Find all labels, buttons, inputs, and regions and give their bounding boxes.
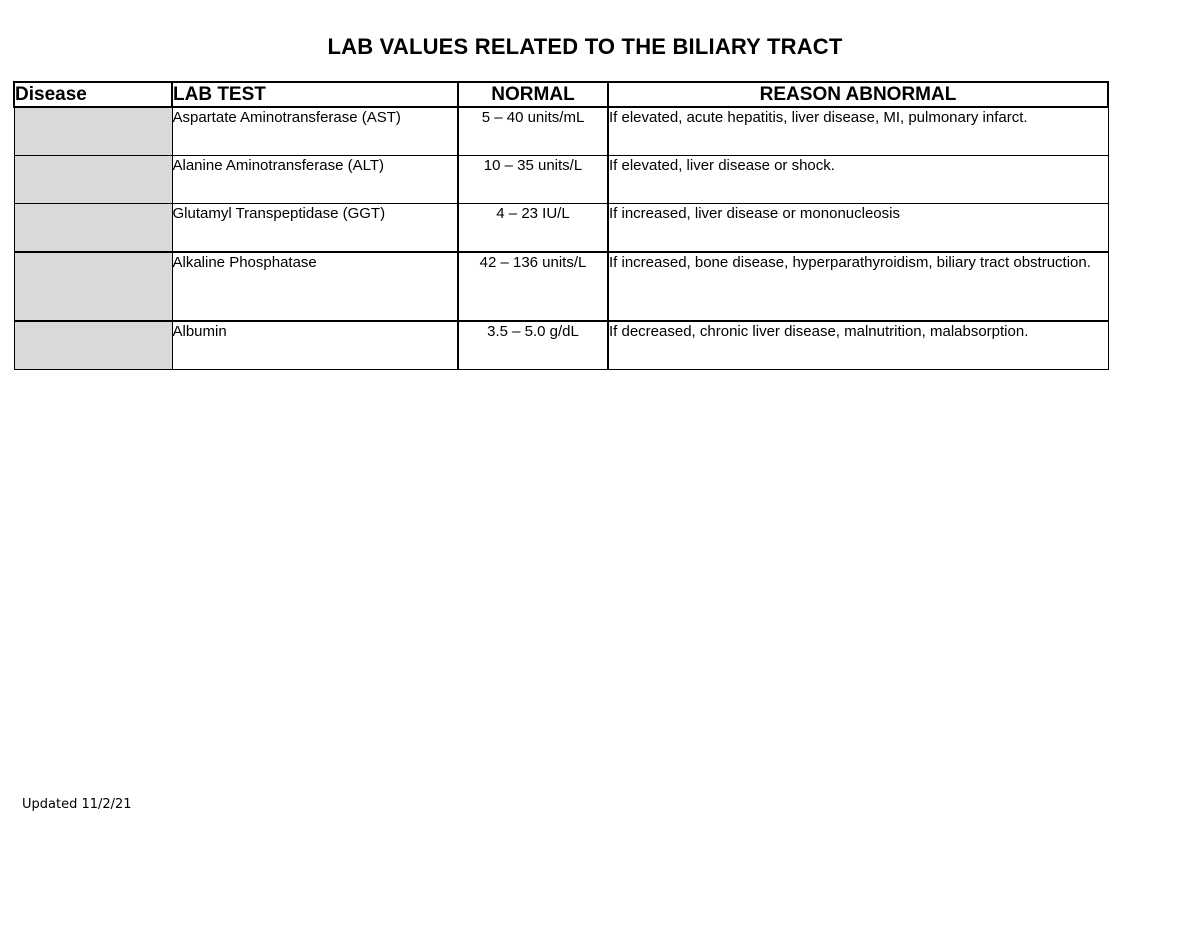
normal-range-cell: 10 – 35 units/L xyxy=(458,156,608,204)
reason-abnormal-cell: If increased, bone disease, hyperparathyroidism, biliary tract obstruction. xyxy=(608,252,1108,321)
lab-values-table xyxy=(13,81,1109,370)
reason-abnormal-cell: If increased, liver disease or mononucleosis xyxy=(608,204,1108,253)
lab-test-cell: Alanine Aminotransferase (ALT) xyxy=(172,156,458,204)
header-lab-test: LAB TEST xyxy=(172,82,458,107)
table-row xyxy=(14,321,1108,370)
normal-range-cell: 5 – 40 units/mL xyxy=(458,107,608,156)
disease-cell xyxy=(14,204,172,253)
page-title: LAB VALUES RELATED TO THE BILIARY TRACT xyxy=(327,34,843,59)
normal-range-cell: 3.5 – 5.0 g/dL xyxy=(458,321,608,370)
disease-cell xyxy=(14,321,172,370)
reason-abnormal-cell: If decreased, chronic liver disease, malnutrition, malabsorption. xyxy=(608,321,1108,370)
lab-test-cell: Glutamyl Transpeptidase (GGT) xyxy=(172,204,458,253)
lab-test-cell: Aspartate Aminotransferase (AST) xyxy=(172,107,458,156)
table-row xyxy=(14,252,1108,321)
lab-test-cell: Alkaline Phosphatase xyxy=(172,252,458,321)
reason-abnormal-cell: If elevated, acute hepatitis, liver disease, MI, pulmonary infarct. xyxy=(608,107,1108,156)
table-header-row xyxy=(14,82,1108,107)
table-row xyxy=(14,107,1108,156)
normal-range-cell: 4 – 23 IU/L xyxy=(458,204,608,253)
header-normal: NORMAL xyxy=(458,82,608,107)
disease-cell xyxy=(14,156,172,204)
updated-date-footer: Updated 11/2/21 xyxy=(22,797,132,812)
header-reason-abnormal: REASON ABNORMAL xyxy=(608,82,1108,107)
normal-range-cell: 42 – 136 units/L xyxy=(458,252,608,321)
header-disease: Disease xyxy=(14,82,172,107)
table-row xyxy=(14,156,1108,204)
table-row xyxy=(14,204,1108,253)
disease-cell xyxy=(14,107,172,156)
reason-abnormal-cell: If elevated, liver disease or shock. xyxy=(608,156,1108,204)
lab-test-cell: Albumin xyxy=(172,321,458,370)
disease-cell xyxy=(14,252,172,321)
